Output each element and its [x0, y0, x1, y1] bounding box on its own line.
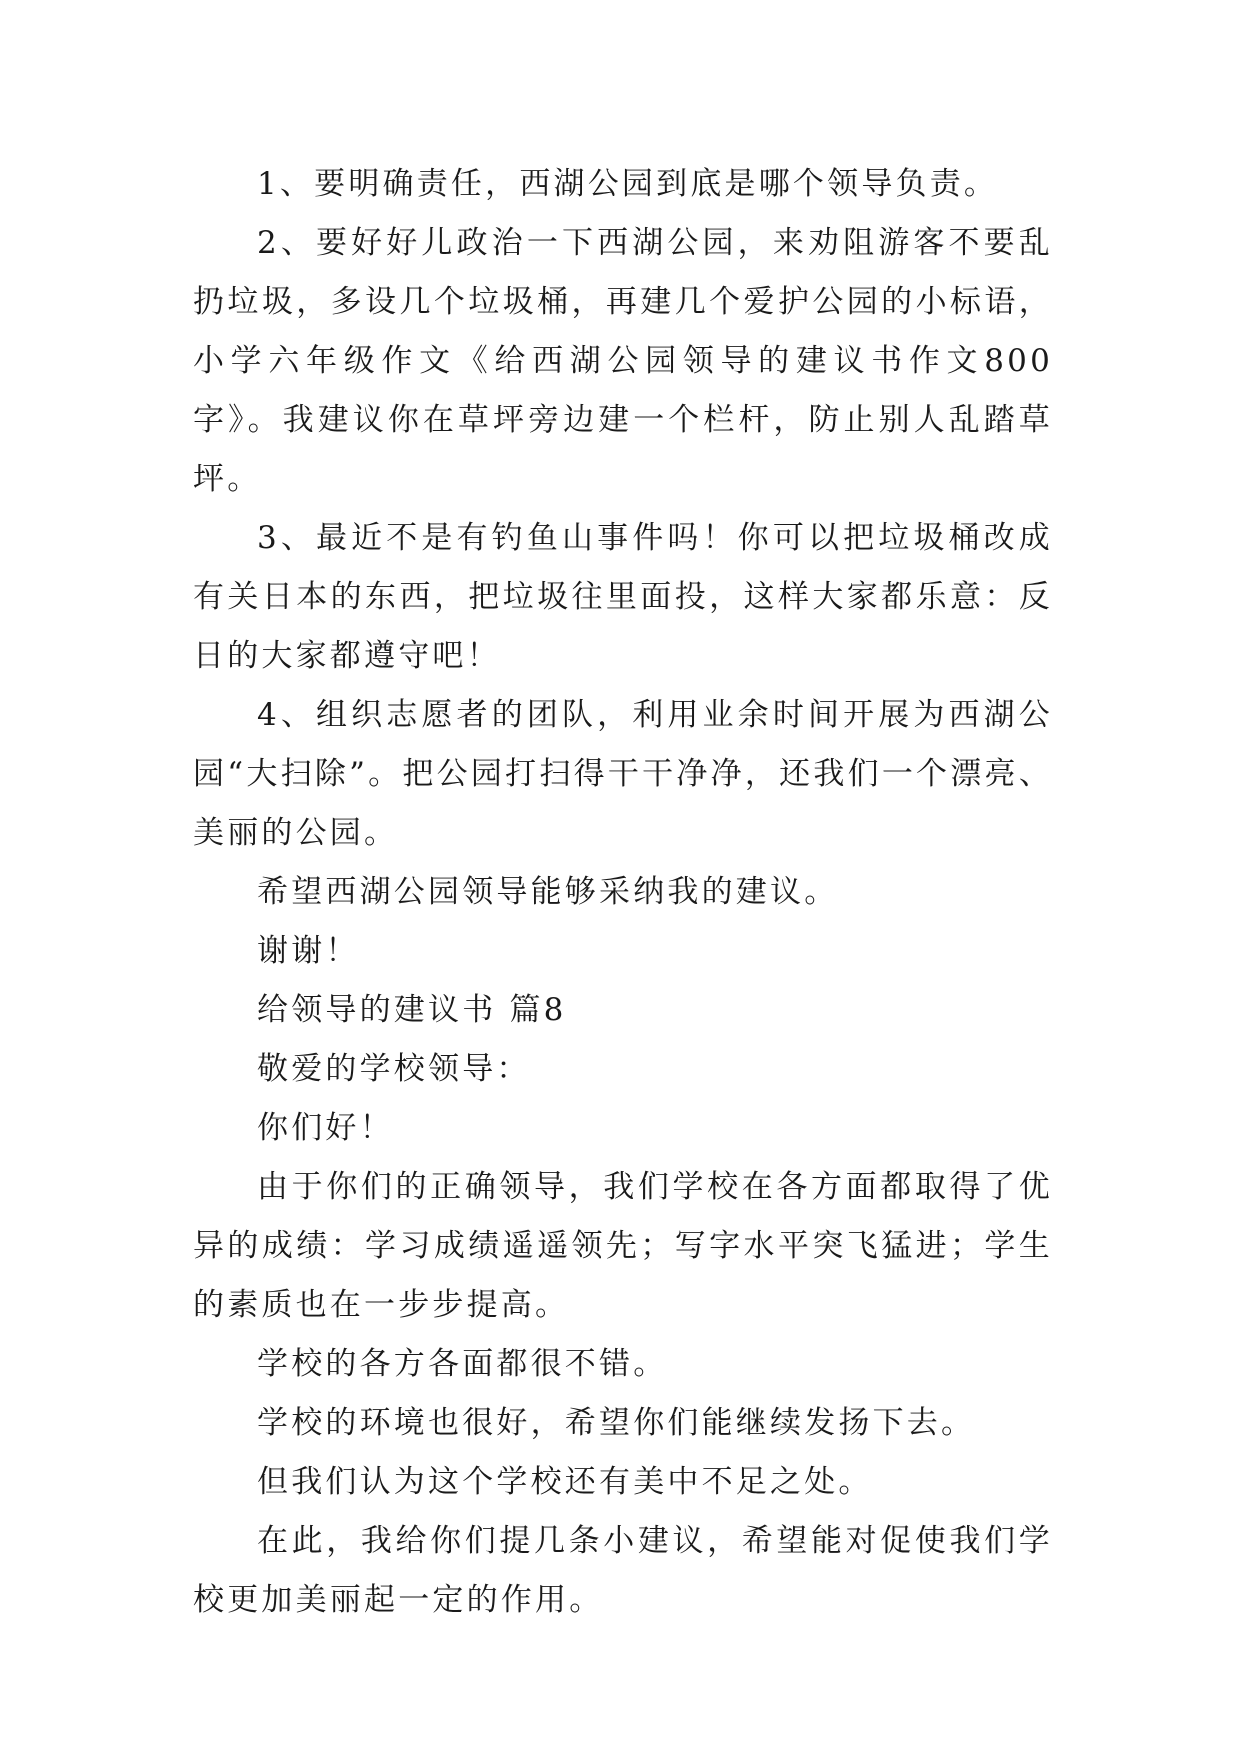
document-body — [193, 155, 1053, 1630]
paragraph-item-1: 1、要明确责任，西湖公园到底是哪个领导负责。 — [257, 166, 999, 202]
paragraph-item-3: 3、最近不是有钓鱼山事件吗！你可以把垃圾桶改成有关日本的东西，把垃圾往里面投，这样大家都乐意：反日的大家都遵守吧！ — [193, 520, 1053, 674]
body-paragraph: 由于你们的正确领导，我们学校在各方面都取得了优异的成绩：学习成绩遥遥领先；写字水平突飞猛进；学生的素质也在一步步提高。 — [193, 1169, 1053, 1323]
body-paragraph: 学校的各方各面都很不错。 — [257, 1346, 668, 1382]
body-paragraph: 学校的环境也很好，希望你们能继续发扬下去。 — [257, 1405, 976, 1441]
body-paragraph: 但我们认为这个学校还有美中不足之处。 — [257, 1464, 873, 1500]
paragraph-item-4: 4、组织志愿者的团队，利用业余时间开展为西湖公园“大扫除”。把公园打扫得干干净净，还我们一个漂亮、美丽的公园。 — [193, 697, 1053, 851]
body-paragraph: 在此，我给你们提几条小建议，希望能对促使我们学校更加美丽起一定的作用。 — [193, 1523, 1053, 1618]
closing-thanks: 谢谢！ — [257, 933, 360, 969]
salutation: 敬爱的学校领导： — [257, 1051, 531, 1087]
closing-wish: 希望西湖公园领导能够采纳我的建议。 — [257, 874, 839, 910]
section-heading: 给领导的建议书 篇8 — [257, 992, 567, 1028]
greeting: 你们好！ — [257, 1110, 394, 1146]
paragraph-item-2: 2、要好好儿政治一下西湖公园，来劝阻游客不要乱扔垃圾，多设几个垃圾桶，再建几个爱护公园的小标语，小学六年级作文《给西湖公园领导的建议书作文800字》。我建议你在草坪旁边建一个栏杆，防止别人乱踏草坪。 — [193, 225, 1053, 497]
